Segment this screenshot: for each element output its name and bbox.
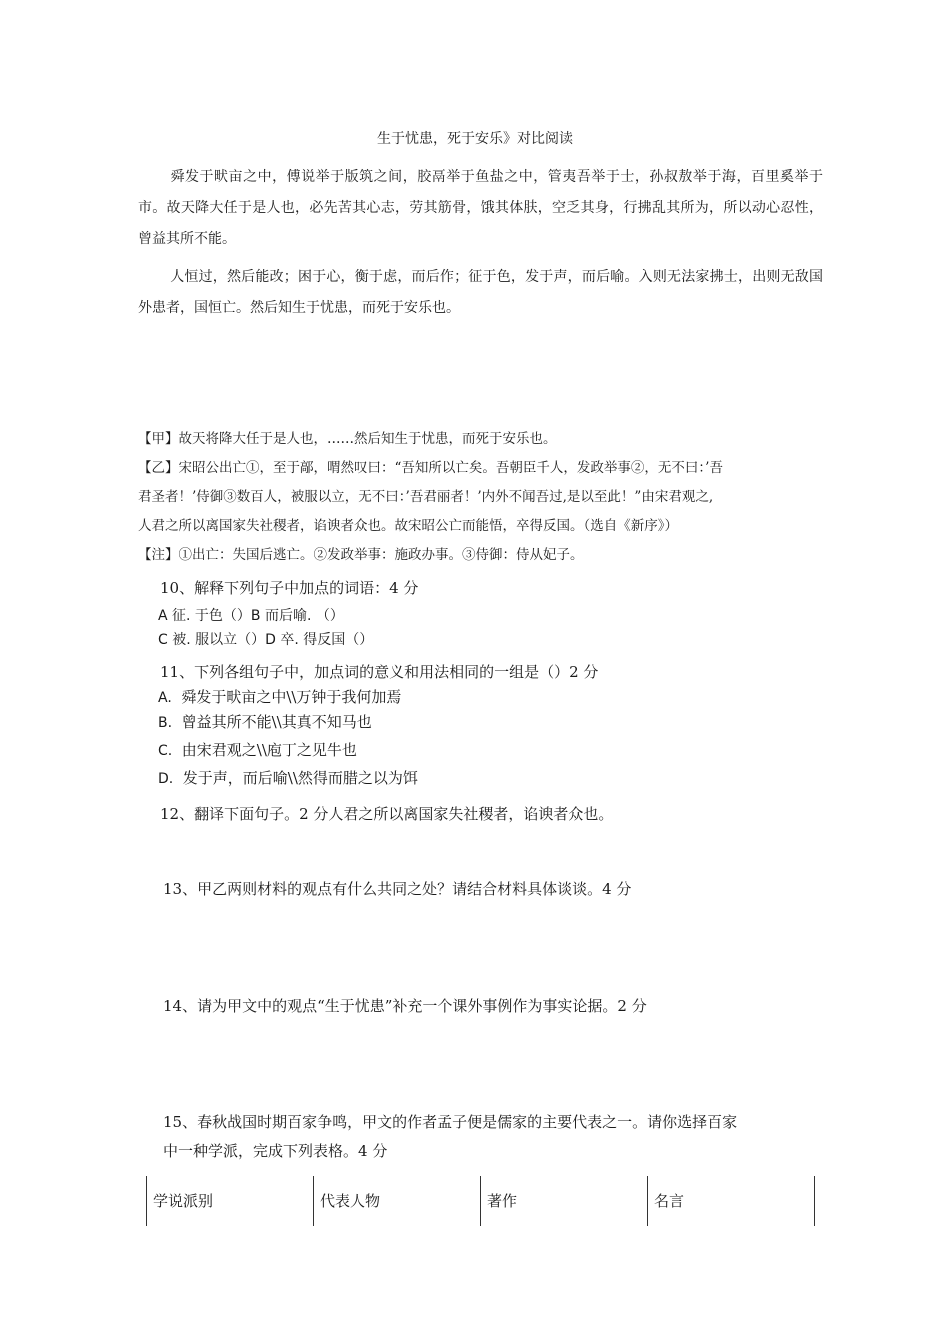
option-label: B. <box>158 715 173 731</box>
question-11-option-a <box>158 686 401 707</box>
material-jia: 【甲】故天将降大任于是人也，……然后知生于忧患，而死于安乐也。 <box>138 431 557 447</box>
table-header-school: 学说派别 <box>153 1192 214 1210</box>
question-11-option-b <box>158 711 372 732</box>
option-label: A. <box>158 690 172 706</box>
question-10: 10、解释下列句子中加点的词语：4 分 <box>160 579 419 597</box>
option-label: C. <box>158 743 173 759</box>
school-of-thought-table <box>146 1176 815 1226</box>
material-note: 【注】①出亡：失国后逃亡。②发政举事：施政办事。③侍御：侍从妃子。 <box>138 547 584 563</box>
question-15-line-2: 中一种学派，完成下列表格。4 分 <box>163 1142 388 1160</box>
table-header-works: 著作 <box>480 1176 647 1226</box>
table-header-quote: 名言 <box>647 1176 814 1226</box>
material-yi-line-3: 人君之所以离国家失社稷者，谄谀者众也。故宋昭公亡而能悟，卒得反国。（选自《新序》） <box>138 518 678 534</box>
option-label: D. <box>158 771 174 787</box>
question-11-option-c <box>158 739 357 760</box>
option-text: 发于声，而后喻\\然得而腊之以为饵 <box>182 769 418 787</box>
passage-text-1: 舜发于畎亩之中，傅说举于版筑之间，胶鬲举于鱼盐之中，管夷吾举于士，孙叔敖举于海，百里奚举于市。故天降大任于是人也，必先苦其心志，劳其筋骨，饿其体肤，空乏其身，行拂乱其所为，所以动心忍性，曾益其所不能。 <box>138 169 823 247</box>
question-14: 14、请为甲文中的观点“生于忧患”补充一个课外事例作为事实论据。2 分 <box>163 997 647 1015</box>
passage-text-2: 人恒过，然后能改；困于心，衡于虑，而后作；征于色，发于声，而后喻。入则无法家拂士，出则无敌国外患者，国恒亡。然后知生于忧患，而死于安乐也。 <box>138 269 823 316</box>
question-12: 12、翻译下面句子。2 分人君之所以离国家失社稷者，谄谀者众也。 <box>160 805 614 823</box>
page-title: 生于忧患，死于安乐》对比阅读 <box>377 131 573 147</box>
option-text: 曾益其所不能\\其真不知马也 <box>181 713 372 731</box>
material-yi-line-2: 君圣者！’侍御③数百人，被服以立，无不曰：’吾君丽者！’内外不闻吾过,是以至此！”由宋君观之, <box>138 489 714 505</box>
material-yi-line-1: 【乙】宋昭公出亡①，至于鄗，喟然叹曰：“吾知所以亡矣。吾朝臣千人，发政举事②，无不曰：’吾 <box>138 460 723 476</box>
passage-paragraph-1 <box>138 162 823 255</box>
question-11: 11、下列各组句子中，加点词的意义和用法相同的一组是（）2 分 <box>160 663 599 681</box>
option-text: 舜发于畎亩之中\\万钟于我何加焉 <box>181 688 402 706</box>
option-text: 由宋君观之\\庖丁之见牛也 <box>181 741 357 759</box>
question-13: 13、甲乙两则材料的观点有什么共同之处？请结合材料具体谈谈。4 分 <box>163 880 632 898</box>
question-11-option-d <box>158 767 418 788</box>
table-header-representative: 代表人物 <box>313 1176 480 1226</box>
question-15-line-1: 15、春秋战国时期百家争鸣，甲文的作者孟子便是儒家的主要代表之一。请你选择百家 <box>163 1113 738 1131</box>
passage-paragraph-2 <box>138 262 823 324</box>
question-10-option-ab: A 征. 于色（）B 而后喻. （） <box>158 608 344 624</box>
question-10-option-cd: C 被. 服以立（）D 卒. 得反国（） <box>158 632 374 648</box>
